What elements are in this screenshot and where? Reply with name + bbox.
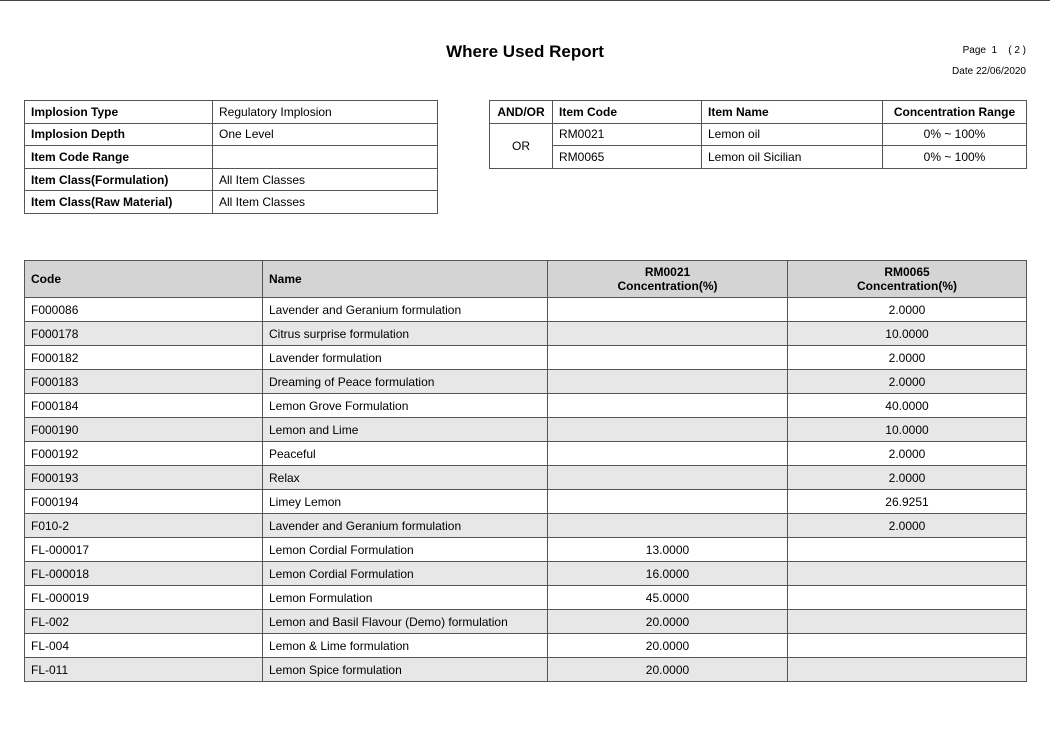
name-cell: Lemon and Lime [263, 418, 548, 442]
report-title: Where Used Report [446, 42, 604, 61]
table-row [25, 514, 1027, 538]
rm0065-concentration-cell: 10.0000 [788, 322, 1027, 346]
rm0065-concentration-cell: 10.0000 [788, 418, 1027, 442]
range-cell: 0% ~ 100% [883, 123, 1027, 146]
parameter-label: Implosion Type [25, 101, 213, 124]
item-filter-row [490, 146, 1027, 169]
rm0021-concentration-cell: 45.0000 [548, 586, 788, 610]
rm0065-concentration-cell: 40.0000 [788, 394, 1027, 418]
name-cell: Lavender and Geranium formulation [263, 514, 548, 538]
code-cell: FL-011 [25, 658, 263, 682]
rm0065-header-code: RM0065 [884, 265, 930, 279]
item-name-header: Item Name [702, 101, 883, 124]
rm0021-concentration-cell [548, 394, 788, 418]
parameter-value [213, 146, 438, 169]
table-row [25, 562, 1027, 586]
code-column-header: Code [25, 261, 263, 298]
rm0021-header-code: RM0021 [644, 265, 691, 279]
rm0065-concentration-cell [788, 562, 1027, 586]
rm0065-column-header [788, 261, 1027, 298]
parameter-label: Item Class(Formulation) [25, 168, 213, 191]
rm0065-concentration-cell [788, 586, 1027, 610]
name-column-header: Name [263, 261, 548, 298]
name-cell: Relax [263, 466, 548, 490]
rm0065-header-unit: Concentration(%) [857, 279, 957, 293]
table-row [25, 586, 1027, 610]
table-row [25, 658, 1027, 682]
name-cell: Lavender formulation [263, 346, 548, 370]
item-name-cell: Lemon oil Sicilian [702, 146, 883, 169]
name-cell: Citrus surprise formulation [263, 322, 548, 346]
rm0021-concentration-cell: 20.0000 [548, 610, 788, 634]
rm0065-concentration-cell: 2.0000 [788, 514, 1027, 538]
table-row [25, 634, 1027, 658]
rm0021-concentration-cell [548, 466, 788, 490]
rm0065-concentration-cell: 2.0000 [788, 298, 1027, 322]
name-cell: Lemon Spice formulation [263, 658, 548, 682]
parameter-row [25, 168, 438, 191]
table-row [25, 346, 1027, 370]
rm0021-concentration-cell [548, 442, 788, 466]
parameter-label: Implosion Depth [25, 123, 213, 146]
name-cell: Lemon Grove Formulation [263, 394, 548, 418]
rm0065-concentration-cell [788, 538, 1027, 562]
parameter-value: One Level [213, 123, 438, 146]
page-info [952, 40, 1026, 82]
code-cell: F000182 [25, 346, 263, 370]
rm0021-concentration-cell: 20.0000 [548, 658, 788, 682]
rm0065-concentration-cell: 2.0000 [788, 370, 1027, 394]
rm0021-concentration-cell: 20.0000 [548, 634, 788, 658]
page-label: Page [962, 45, 986, 56]
rm0021-concentration-cell: 16.0000 [548, 562, 788, 586]
operator-cell: OR [490, 123, 553, 168]
table-row [25, 394, 1027, 418]
parameter-value: All Item Classes [213, 168, 438, 191]
rm0065-concentration-cell: 2.0000 [788, 346, 1027, 370]
range-cell: 0% ~ 100% [883, 146, 1027, 169]
results-table [24, 260, 1027, 682]
rm0021-concentration-cell [548, 370, 788, 394]
parameter-label: Item Class(Raw Material) [25, 191, 213, 214]
rm0065-concentration-cell: 26.9251 [788, 490, 1027, 514]
rm0021-concentration-cell [548, 298, 788, 322]
table-row [25, 322, 1027, 346]
rm0021-concentration-cell [548, 322, 788, 346]
code-cell: F000086 [25, 298, 263, 322]
page-indicator [952, 40, 1026, 61]
name-cell: Dreaming of Peace formulation [263, 370, 548, 394]
parameter-row [25, 123, 438, 146]
name-cell: Lemon Cordial Formulation [263, 562, 548, 586]
code-cell: F000192 [25, 442, 263, 466]
code-cell: F000193 [25, 466, 263, 490]
code-cell: F000190 [25, 418, 263, 442]
table-row [25, 298, 1027, 322]
code-cell: F000183 [25, 370, 263, 394]
code-cell: FL-000017 [25, 538, 263, 562]
rm0065-concentration-cell [788, 634, 1027, 658]
table-row [25, 466, 1027, 490]
item-code-header: Item Code [553, 101, 702, 124]
parameter-row [25, 146, 438, 169]
rm0021-concentration-cell [548, 490, 788, 514]
code-cell: F000184 [25, 394, 263, 418]
parameter-value: Regulatory Implosion [213, 101, 438, 124]
name-cell: Peaceful [263, 442, 548, 466]
rm0021-concentration-cell [548, 346, 788, 370]
page-total: ( 2 ) [1008, 45, 1026, 56]
item-filter-row [490, 123, 1027, 146]
rm0065-concentration-cell: 2.0000 [788, 466, 1027, 490]
page-number: 1 [991, 45, 998, 56]
item-filter-header-row [490, 101, 1027, 124]
name-cell: Lemon Formulation [263, 586, 548, 610]
parameters-table [24, 100, 438, 214]
code-cell: F000194 [25, 490, 263, 514]
item-code-cell: RM0065 [553, 146, 702, 169]
item-filter-table [489, 100, 1027, 169]
code-cell: FL-002 [25, 610, 263, 634]
name-cell: Lemon & Lime formulation [263, 634, 548, 658]
parameter-row [25, 101, 438, 124]
table-row [25, 418, 1027, 442]
rm0021-concentration-cell [548, 514, 788, 538]
parameter-row [25, 191, 438, 214]
rm0021-concentration-cell: 13.0000 [548, 538, 788, 562]
rm0065-concentration-cell [788, 610, 1027, 634]
table-row [25, 442, 1027, 466]
rm0021-column-header [548, 261, 788, 298]
item-code-cell: RM0021 [553, 123, 702, 146]
parameter-label: Item Code Range [25, 146, 213, 169]
code-cell: FL-000018 [25, 562, 263, 586]
item-name-cell: Lemon oil [702, 123, 883, 146]
name-cell: Limey Lemon [263, 490, 548, 514]
and-or-header: AND/OR [490, 101, 553, 124]
rm0021-concentration-cell [548, 418, 788, 442]
report-date: Date 22/06/2020 [952, 66, 1026, 77]
table-row [25, 490, 1027, 514]
code-cell: F010-2 [25, 514, 263, 538]
parameter-value: All Item Classes [213, 191, 438, 214]
name-cell: Lavender and Geranium formulation [263, 298, 548, 322]
table-row [25, 610, 1027, 634]
rm0021-header-unit: Concentration(%) [617, 279, 718, 293]
name-cell: Lemon and Basil Flavour (Demo) formulation [263, 610, 548, 634]
results-header-row [25, 261, 1027, 298]
code-cell: FL-000019 [25, 586, 263, 610]
table-row [25, 370, 1027, 394]
rm0065-concentration-cell [788, 658, 1027, 682]
concentration-range-header: Concentration Range [883, 101, 1027, 124]
code-cell: FL-004 [25, 634, 263, 658]
table-row [25, 538, 1027, 562]
name-cell: Lemon Cordial Formulation [263, 538, 548, 562]
rm0065-concentration-cell: 2.0000 [788, 442, 1027, 466]
code-cell: F000178 [25, 322, 263, 346]
top-rule [0, 0, 1050, 1]
